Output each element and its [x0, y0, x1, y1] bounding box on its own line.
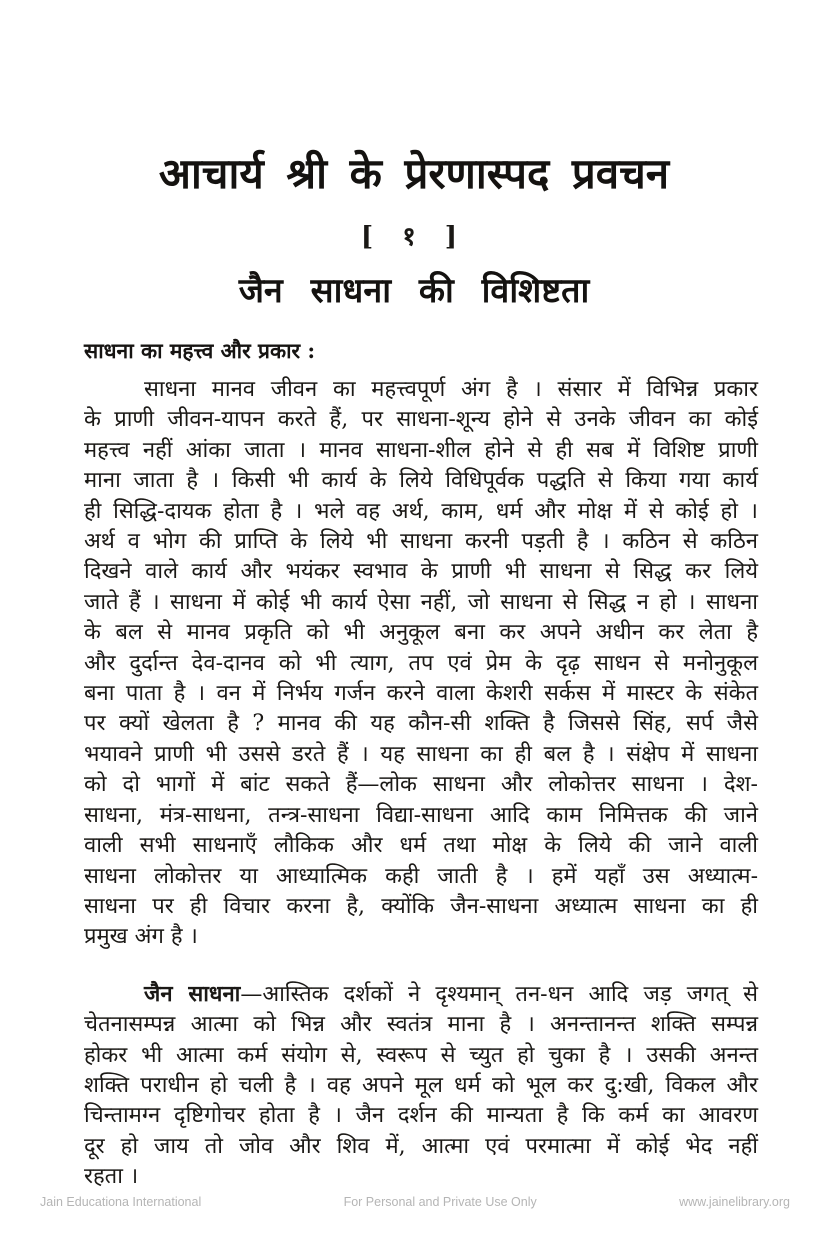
paragraph-1 — [84, 375, 758, 953]
text-line: साधना, मंत्र-साधना, तन्त्र-साधना विद्या-साधना आदि काम निमित्तक की जाने — [84, 802, 758, 828]
chapter-number: [ १ ] — [360, 222, 468, 252]
text-line: के बल से मानव प्रकृति को भी अनुकूल बना कर अपने अधीन कर लेता है — [84, 620, 758, 646]
text-line: चिन्तामग्न दृष्टिगोचर होता है । जैन दर्शन की मान्यता है कि कर्म का आवरण — [84, 1103, 758, 1129]
text-line: अर्थ व भोग की प्राप्ति के लिये भी साधना करनी पड़ती है । कठिन से कठिन — [84, 529, 758, 555]
text-line: महत्त्व नहीं आंका जाता । मानव साधना-शील होने से ही सब में विशिष्ट प्राणी — [84, 437, 758, 463]
text-line: चेतनासम्पन्न आत्मा को भिन्न और स्वतंत्र माना है । अनन्तानन्त शक्ति सम्पन्न — [84, 1012, 758, 1038]
footer-usage-note: For Personal and Private Use Only — [343, 1195, 537, 1209]
footer-website: www.jainelibrary.org — [679, 1195, 790, 1209]
text-line: दिखने वाले कार्य और भयंकर स्वभाव के प्राणी भी साधना से सिद्ध कर लिये — [84, 559, 758, 585]
text-line: साधना पर ही विचार करना है, क्योंकि जैन-साधना अध्यात्म साधना का ही — [84, 893, 758, 919]
footer-publisher: Jain Educationa International — [40, 1195, 202, 1209]
text-line: वाली सभी साधनाएँ लौकिक और धर्म तथा मोक्ष के लिये की जाने वाली — [84, 833, 758, 859]
text-line: को दो भागों में बांट सकते हैं—लोक साधना और लोकोत्तर साधना । देश- — [84, 772, 758, 798]
section-heading: साधना का महत्त्व और प्रकार : — [84, 338, 316, 363]
text-line: माना जाता है । किसी भी कार्य के लिये विधिपूर्वक पद्धति से किया गया कार्य — [84, 468, 758, 494]
text-line: शक्ति पराधीन हो चली है । वह अपने मूल धर्म को भूल कर दु:खी, विकल और — [84, 1072, 758, 1098]
text-line: दूर हो जाय तो जोव और शिव में, आत्मा एवं परमात्मा में कोई भेद नहीं — [84, 1133, 758, 1159]
text-line: प्रमुख अंग है । — [84, 924, 198, 950]
text-line: के प्राणी जीवन-यापन करते हैं, पर साधना-शून्य होने से उनके जीवन का कोई — [84, 407, 758, 433]
chapter-title: जैन साधना की विशिष्टता — [238, 271, 590, 311]
text-line: साधना मानव जीवन का महत्त्वपूर्ण अंग है । संसार में विभिन्न प्रकार — [144, 377, 758, 402]
text-line: भयावने प्राणी भी उससे डरते हैं । यह साधना का ही बल है । संक्षेप में साधना — [84, 741, 758, 767]
text-line: बना पाता है । वन में निर्भय गर्जन करने वाला केशरी सर्कस में मास्टर के संकेत — [84, 681, 758, 707]
text-line: ही सिद्धि-दायक होता है । भले वह अर्थ, काम, धर्म और मोक्ष में से कोई हो । — [84, 498, 758, 524]
text-line — [84, 979, 758, 1010]
paragraph-2 — [84, 979, 758, 1193]
scan-footer — [0, 1195, 828, 1209]
text-line: पर क्यों खेलता है ? मानव की यह कौन-सी शक्ति है जिससे सिंह, सर्प जैसे — [84, 711, 758, 737]
text-line: जाते हैं । साधना में कोई भी कार्य ऐसा नहीं, जो साधना से सिद्ध न हो । साधना — [84, 589, 758, 615]
text-line-continuation: —आस्तिक दर्शकों ने दृश्यमान् तन-धन आदि जड़ जगत् से — [240, 981, 758, 1007]
text-line: रहता । — [84, 1164, 139, 1190]
paragraph-lead-in: जैन साधना — [144, 980, 241, 1007]
text-line: होकर भी आत्मा कर्म संयोग से, स्वरूप से च्युत हो चुका है । उसकी अनन्त — [84, 1042, 758, 1068]
text-line: और दुर्दान्त देव-दानव को भी त्याग, तप एवं प्रेम के दृढ़ साधन से मनोनुकूल — [84, 650, 758, 676]
text-line: साधना लोकोत्तर या आध्यात्मिक कही जाती है । हमें यहाँ उस अध्यात्म- — [84, 863, 758, 889]
page-title: आचार्य श्री के प्रेरणास्पद प्रवचन — [158, 149, 670, 198]
body-text-block — [84, 338, 758, 1193]
